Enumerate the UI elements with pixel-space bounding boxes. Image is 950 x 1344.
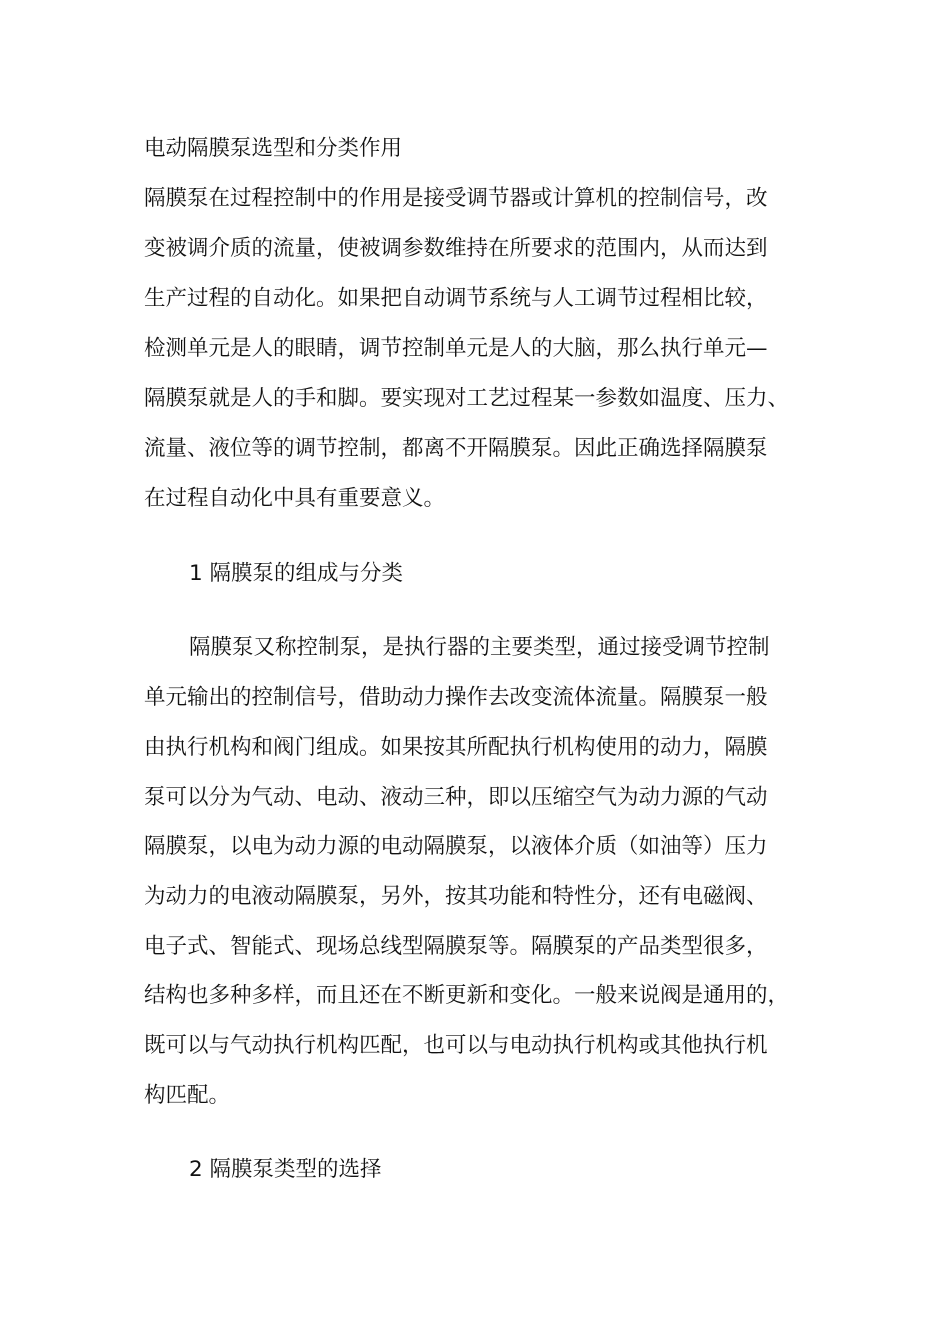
text-line: 由执行机构和阀门组成。如果按其所配执行机构使用的动力，隔膜 <box>144 735 768 760</box>
text-line: 结构也多种多样，而且还在不断更新和变化。一般来说阀是通用的， <box>144 983 790 1008</box>
document-title: 电动隔膜泵选型和分类作用 <box>144 136 403 161</box>
text-line: 为动力的电液动隔膜泵，另外，按其功能和特性分，还有电磁阀、 <box>144 884 768 909</box>
text-line: 在过程自动化中具有重要意义。 <box>144 486 446 511</box>
section-heading-1: 1 隔膜泵的组成与分类 <box>189 561 404 586</box>
text-line: 变被调介质的流量，使被调参数维持在所要求的范围内，从而达到 <box>144 236 768 261</box>
text-line: 隔膜泵就是人的手和脚。要实现对工艺过程某一参数如温度、压力、 <box>144 386 790 411</box>
text-line: 流量、液位等的调节控制，都离不开隔膜泵。因此正确选择隔膜泵 <box>144 436 768 461</box>
text-line: 单元输出的控制信号，借助动力操作去改变流体流量。隔膜泵一般 <box>144 685 768 710</box>
text-line: 检测单元是人的眼睛，调节控制单元是人的大脑，那么执行单元— <box>144 336 768 361</box>
text-line: 隔膜泵又称控制泵，是执行器的主要类型，通过接受调节控制 <box>189 635 770 660</box>
text-line: 电子式、智能式、现场总线型隔膜泵等。隔膜泵的产品类型很多， <box>144 934 768 959</box>
text-line: 既可以与气动执行机构匹配，也可以与电动执行机构或其他执行机 <box>144 1033 768 1058</box>
section-heading-2: 2 隔膜泵类型的选择 <box>189 1157 382 1182</box>
text-line: 生产过程的自动化。如果把自动调节系统与人工调节过程相比较， <box>144 286 768 311</box>
text-line: 泵可以分为气动、电动、液动三种，即以压缩空气为动力源的气动 <box>144 785 768 810</box>
text-line: 隔膜泵在过程控制中的作用是接受调节器或计算机的控制信号，改 <box>144 186 768 211</box>
text-line: 构匹配。 <box>144 1083 231 1108</box>
text-line: 隔膜泵，以电为动力源的电动隔膜泵，以液体介质（如油等）压力 <box>144 834 768 859</box>
